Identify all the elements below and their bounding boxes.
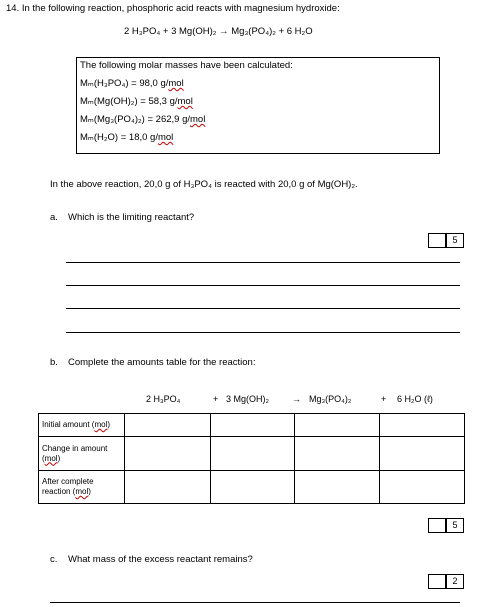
- part-c-label: c.: [50, 554, 58, 565]
- score-box[interactable]: [428, 233, 446, 248]
- table-cell[interactable]: [210, 414, 295, 437]
- answer-line[interactable]: [50, 602, 460, 603]
- part-b-label: b.: [50, 357, 58, 368]
- answer-line[interactable]: [66, 308, 460, 309]
- table-cell[interactable]: [124, 471, 210, 504]
- table-cell[interactable]: [380, 471, 465, 504]
- table-cell[interactable]: [380, 414, 465, 437]
- answer-line[interactable]: [66, 262, 460, 263]
- table-cell[interactable]: [124, 414, 210, 437]
- table-row: [39, 471, 465, 504]
- row-label: Initial amount (mol): [39, 414, 125, 437]
- reaction-intro: In the above reaction, 20,0 g of H₃PO₄ is reacted with 20,0 g of Mg(OH)₂.: [50, 179, 358, 190]
- score-box[interactable]: [428, 574, 446, 589]
- table-row: [39, 414, 465, 437]
- table-cell[interactable]: [295, 471, 380, 504]
- table-cell[interactable]: [210, 471, 295, 504]
- molar-mass-line: Mₘ(H₂O) = 18,0 g/mol: [80, 132, 174, 143]
- table-header: +: [213, 394, 219, 404]
- part-a-label: a.: [50, 212, 58, 223]
- table-cell[interactable]: [210, 437, 295, 471]
- table-header: 3 Mg(OH)₂: [226, 394, 269, 404]
- molar-mass-line: Mₘ(Mg(OH)₂) = 58,3 g/mol: [80, 96, 193, 107]
- question-heading: 14. In the following reaction, phosphoric acid reacts with magnesium hydroxide:: [6, 3, 340, 14]
- reaction-equation: 2 H₃PO₄ + 3 Mg(OH)₂ → Mg₃(PO₄)₂ + 6 H₂O: [124, 26, 313, 37]
- table-cell[interactable]: [295, 414, 380, 437]
- table-row: [39, 437, 465, 471]
- molar-mass-line: Mₘ(Mg₃(PO₄)₂) = 262,9 g/mol: [80, 114, 206, 125]
- table-header: +: [381, 394, 387, 404]
- row-label: Change in amount (mol): [39, 437, 125, 471]
- row-label: After complete reaction (mol): [39, 471, 125, 504]
- molar-box-title: The following molar masses have been calculated:: [80, 60, 293, 71]
- table-header: Mg₃(PO₄)₂: [309, 394, 352, 404]
- table-cell[interactable]: [124, 437, 210, 471]
- amounts-table: [38, 413, 465, 504]
- part-c-question: What mass of the excess reactant remains?: [68, 554, 253, 565]
- marks-box: 5: [446, 233, 464, 248]
- molar-mass-line: Mₘ(H₃PO₄) = 98,0 g/mol: [80, 78, 184, 89]
- table-header: →: [292, 394, 301, 404]
- table-header: 2 H₃PO₄: [146, 394, 181, 404]
- answer-line[interactable]: [66, 332, 460, 333]
- table-cell[interactable]: [295, 437, 380, 471]
- answer-line[interactable]: [66, 285, 460, 286]
- marks-box: 2: [446, 574, 464, 589]
- table-cell[interactable]: [380, 437, 465, 471]
- part-b-question: Complete the amounts table for the reaction:: [68, 357, 256, 368]
- table-header: 6 H₂O (ℓ): [397, 394, 433, 404]
- marks-box: 5: [446, 518, 464, 533]
- part-a-question: Which is the limiting reactant?: [68, 212, 195, 223]
- score-box[interactable]: [428, 518, 446, 533]
